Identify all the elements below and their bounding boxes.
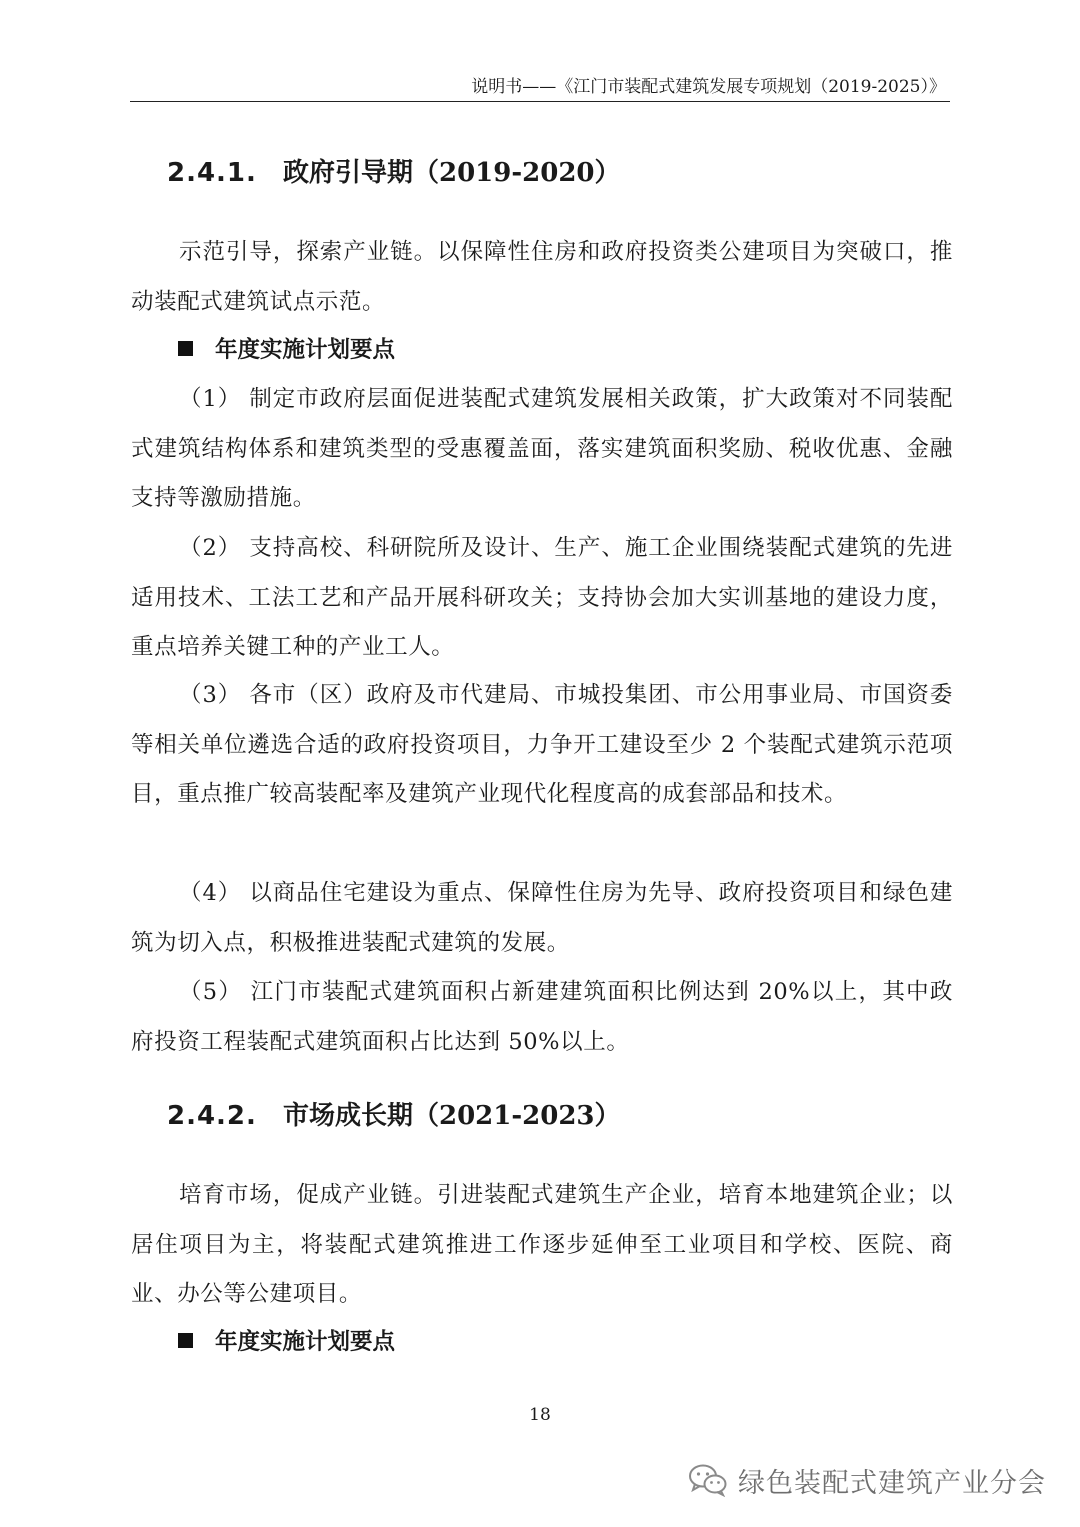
document-header: 说明书——《江门市装配式建筑发展专项规划（2019-2025）》 [130,76,950,102]
section-intro: 示范引导，探索产业链。以保障性住房和政府投资类公建项目为突破口，推动装配式建筑试点示范。 [131,239,953,315]
section-number: 2.4.2. [167,1101,257,1131]
section-title: 政府引导期（2019-2020） [283,158,621,188]
section-heading-2-4-2 [167,1096,621,1136]
watermark-text: 绿色装配式建筑产业分会 [738,1467,1046,1499]
page-number: 18 [529,1405,551,1425]
section-number: 2.4.1. [167,158,257,188]
plan-item-4: （4） 以商品住宅建设为重点、保障性住房为先导、政府投资项目和绿色建筑为切入点，积极推进装配式建筑的发展。 [131,880,953,956]
plan-item-1: （1） 制定市政府层面促进装配式建筑发展相关政策，扩大政策对不同装配式建筑结构体系和建筑类型的受惠覆盖面，落实建筑面积奖励、税收优惠、金融支持等激励措施。 [131,386,953,511]
plan-item-3: （3） 各市（区）政府及市代建局、市城投集团、市公用事业局、市国资委等相关单位遴选合适的政府投资项目，力争开工建设至少 2 个装配式建筑示范项目，重点推广较高装配率及建筑产业现代化程度高的成套部品和技术。 [131,682,953,807]
section-heading-2-4-1 [167,153,621,193]
bullet-heading [178,330,395,370]
bullet-heading-label: 年度实施计划要点 [215,337,396,363]
square-bullet-icon [178,1333,193,1348]
bullet-heading [178,1322,395,1362]
watermark [688,1458,1046,1502]
square-bullet-icon [178,341,193,356]
plan-item-2: （2） 支持高校、科研院所及设计、生产、施工企业围绕装配式建筑的先进适用技术、工法工艺和产品开展科研攻关；支持协会加大实训基地的建设力度，重点培养关键工种的产业工人。 [131,535,953,660]
wechat-icon [688,1463,728,1497]
section-intro: 培育市场，促成产业链。引进装配式建筑生产企业，培育本地建筑企业；以居住项目为主，将装配式建筑推进工作逐步延伸至工业项目和学校、医院、商业、办公等公建项目。 [131,1182,953,1307]
section-title: 市场成长期（2021-2023） [283,1101,621,1131]
bullet-heading-label: 年度实施计划要点 [215,1329,396,1355]
plan-item-5: （5） 江门市装配式建筑面积占新建建筑面积比例达到 20%以上，其中政府投资工程装配式建筑面积占比达到 50%以上。 [131,979,953,1055]
